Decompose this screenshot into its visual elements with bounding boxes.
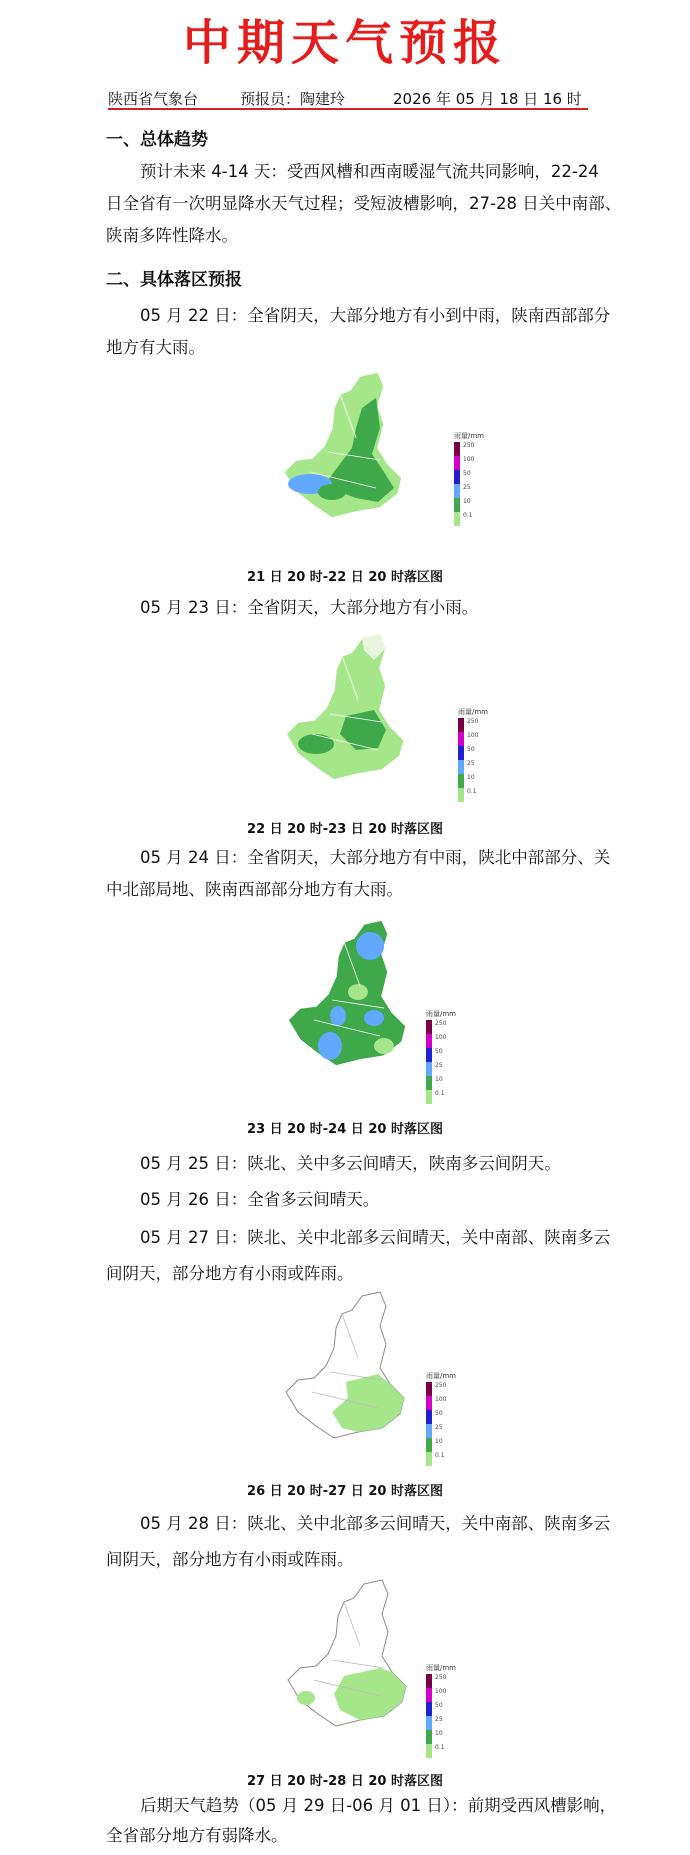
rain-legend [456, 706, 492, 816]
section-overall-title: 一、总体趋势 [106, 130, 208, 150]
issue-time: 2026 年 05 月 18 日 16 时 [393, 90, 582, 108]
rain-legend [424, 1370, 460, 1480]
svg-text:250: 250 [435, 1674, 447, 1681]
svg-text:100: 100 [467, 732, 479, 739]
svg-text:0.1: 0.1 [435, 1090, 445, 1097]
later-trend-text: 全省部分地方有弱降水。 [106, 1826, 288, 1845]
svg-text:250: 250 [435, 1382, 447, 1389]
svg-text:25: 25 [467, 760, 475, 767]
svg-text:100: 100 [463, 456, 475, 463]
day24-text: 中北部局地、陕南西部部分地方有大雨。 [106, 880, 403, 899]
report-header [108, 84, 588, 110]
svg-text:100: 100 [435, 1688, 447, 1695]
svg-text:0.1: 0.1 [463, 512, 473, 519]
overall-text-line: 日全省有一次明显降水天气过程；受短波槽影响，27-28 日关中南部、 [106, 194, 622, 213]
map-caption: 26 日 20 时-27 日 20 时落区图 [247, 1484, 443, 1499]
svg-text:10: 10 [435, 1438, 443, 1445]
rain-map-23 [282, 630, 462, 800]
day24-text: 05 月 24 日：全省阴天，大部分地方有中雨，陕北中部部分、关 [140, 848, 611, 867]
rain-map-22 [280, 368, 460, 538]
svg-text:100: 100 [435, 1396, 447, 1403]
svg-text:100: 100 [435, 1034, 447, 1041]
day25-text: 05 月 25 日：陕北、关中多云间晴天，陕南多云间阴天。 [140, 1154, 561, 1173]
svg-text:50: 50 [463, 470, 471, 477]
overall-text-line: 预计未来 4-14 天：受西风槽和西南暖湿气流共同影响，22-24 [140, 162, 599, 181]
svg-text:0.1: 0.1 [435, 1452, 445, 1459]
svg-text:50: 50 [435, 1048, 443, 1055]
svg-text:雨量/mm: 雨量/mm [426, 1010, 456, 1018]
svg-text:250: 250 [467, 718, 479, 725]
day23-text: 05 月 23 日：全省阴天，大部分地方有小雨。 [140, 598, 479, 617]
later-trend-text: 后期天气趋势（05 月 29 日-06 月 01 日）：前期受西风槽影响， [140, 1796, 617, 1815]
issuing-agency: 陕西省气象台 [108, 90, 199, 108]
svg-text:25: 25 [435, 1062, 443, 1069]
map-caption: 22 日 20 时-23 日 20 时落区图 [247, 822, 443, 837]
section-detail-title: 二、具体落区预报 [106, 270, 242, 290]
svg-text:雨量/mm: 雨量/mm [426, 1372, 456, 1380]
rain-legend [452, 430, 488, 540]
forecaster: 预报员：陶建玲 [240, 90, 346, 108]
svg-text:25: 25 [463, 484, 471, 491]
day22-text: 05 月 22 日：全省阴天，大部分地方有小到中雨，陕南西部部分 [140, 306, 611, 325]
svg-text:50: 50 [467, 746, 475, 753]
overall-text-line: 陕南多阵性降水。 [106, 226, 238, 245]
page-title: 中期天气预报 [182, 15, 507, 71]
svg-text:雨量/mm: 雨量/mm [426, 1664, 456, 1672]
day28-text: 间阴天，部分地方有小雨或阵雨。 [106, 1550, 354, 1569]
svg-text:0.1: 0.1 [467, 788, 477, 795]
svg-text:10: 10 [467, 774, 475, 781]
rain-legend [424, 1008, 460, 1118]
day22-text: 地方有大雨。 [106, 338, 205, 357]
map-caption: 21 日 20 时-22 日 20 时落区图 [247, 570, 443, 585]
svg-text:10: 10 [435, 1730, 443, 1737]
svg-text:250: 250 [463, 442, 475, 449]
svg-text:10: 10 [463, 498, 471, 505]
svg-text:50: 50 [435, 1410, 443, 1417]
map-caption: 23 日 20 时-24 日 20 时落区图 [247, 1122, 443, 1137]
svg-text:25: 25 [435, 1424, 443, 1431]
rain-legend [424, 1662, 460, 1772]
day27-text: 间阴天，部分地方有小雨或阵雨。 [106, 1264, 354, 1283]
svg-text:25: 25 [435, 1716, 443, 1723]
svg-text:雨量/mm: 雨量/mm [458, 708, 488, 716]
day26-text: 05 月 26 日：全省多云间晴天。 [140, 1190, 380, 1209]
day28-text: 05 月 28 日：陕北、关中北部多云间晴天，关中南部、陕南多云 [140, 1514, 611, 1533]
svg-text:250: 250 [435, 1020, 447, 1027]
map-caption: 27 日 20 时-28 日 20 时落区图 [247, 1774, 443, 1789]
legend-unit: 雨量/mm [454, 432, 484, 440]
svg-text:10: 10 [435, 1076, 443, 1083]
svg-text:0.1: 0.1 [435, 1744, 445, 1751]
svg-text:50: 50 [435, 1702, 443, 1709]
day27-text: 05 月 27 日：陕北、关中北部多云间晴天，关中南部、陕南多云 [140, 1228, 611, 1247]
